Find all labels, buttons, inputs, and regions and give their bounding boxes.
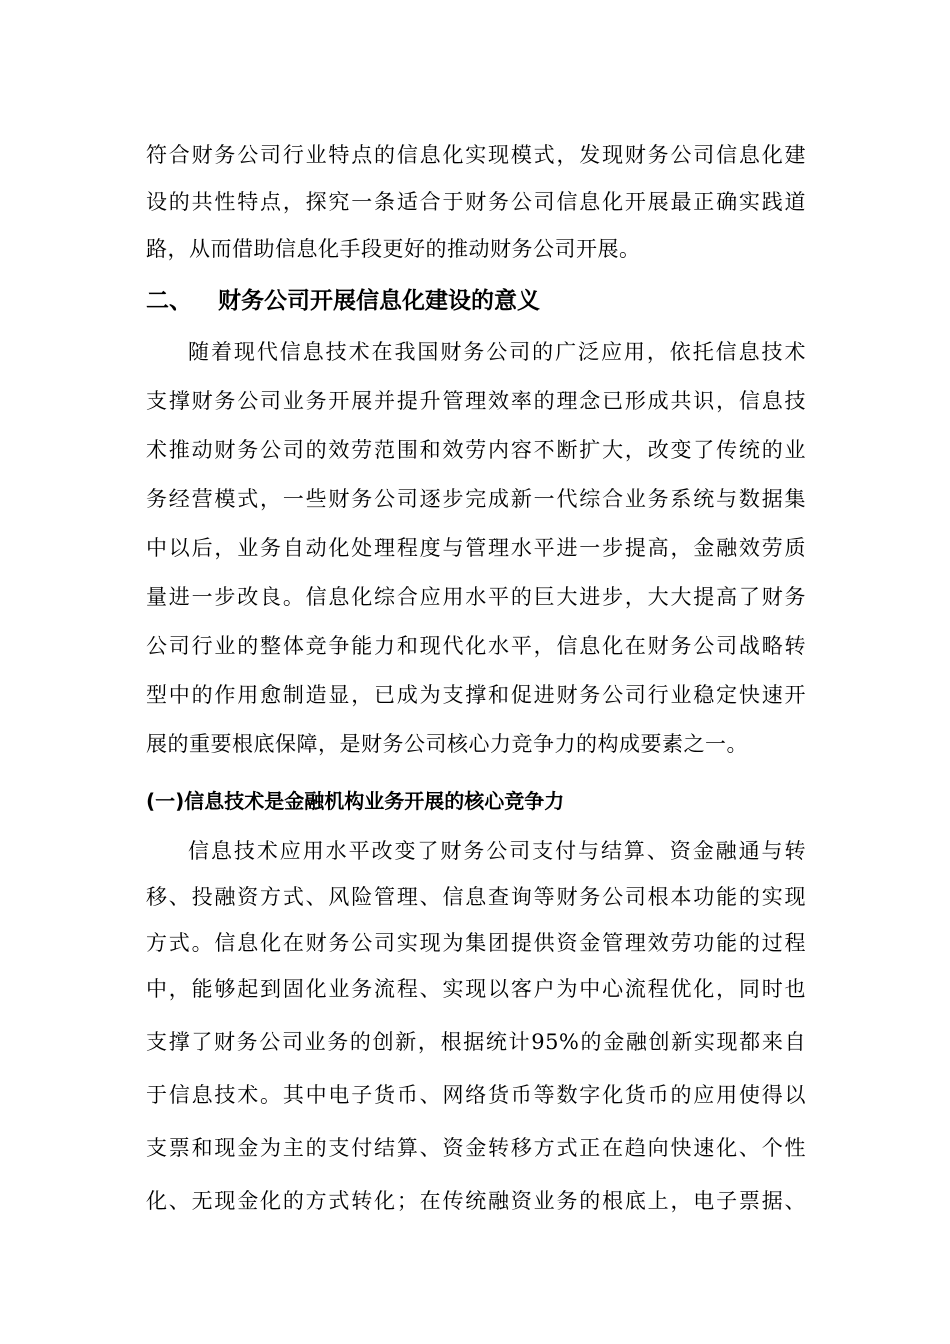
paragraph-line: 支票和现金为主的支付结算、资金转移方式正在趋向快速化、个性 xyxy=(146,1136,806,1160)
paragraph-line: 展的重要根底保障，是财务公司核心力竞争力的构成要素之一。 xyxy=(146,732,748,756)
paragraph-line: 随着现代信息技术在我国财务公司的广泛应用，依托信息技术 xyxy=(188,340,806,364)
paragraph-line: 路，从而借助信息化手段更好的推动财务公司开展。 xyxy=(146,237,641,261)
section-heading xyxy=(146,285,540,317)
paragraph-line: 中，能够起到固化业务流程、实现以客户为中心流程优化，同时也 xyxy=(146,977,806,1001)
paragraph-line: 型中的作用愈制造显，已成为支撑和促进财务公司行业稳定快速开 xyxy=(146,683,806,707)
paragraph-line: 术推动财务公司的效劳范围和效劳内容不断扩大，改变了传统的业 xyxy=(146,438,806,462)
section-number: 二、 xyxy=(146,288,192,314)
paragraph-line: 方式。信息化在财务公司实现为集团提供资金管理效劳功能的过程 xyxy=(146,931,806,955)
paragraph-line: 务经营模式，一些财务公司逐步完成新一代综合业务系统与数据集 xyxy=(146,487,806,511)
paragraph-line: 移、投融资方式、风险管理、信息查询等财务公司根本功能的实现 xyxy=(146,885,806,909)
paragraph-line: 中以后，业务自动化处理程度与管理水平进一步提高，金融效劳质 xyxy=(146,536,806,560)
paragraph-line: 支撑财务公司业务开展并提升管理效率的理念已形成共识，信息技 xyxy=(146,389,806,413)
paragraph-line: 量进一步改良。信息化综合应用水平的巨大进步，大大提高了财务 xyxy=(146,585,806,609)
paragraph-line: 公司行业的整体竞争能力和现代化水平，信息化在财务公司战略转 xyxy=(146,634,806,658)
section-title: 财务公司开展信息化建设的意义 xyxy=(218,288,540,314)
paragraph-line: 化、无现金化的方式转化；在传统融资业务的根底上，电子票据、 xyxy=(146,1189,806,1213)
paragraph-line: 信息技术应用水平改变了财务公司支付与结算、资金融通与转 xyxy=(188,839,806,863)
paragraph-line: 符合财务公司行业特点的信息化实现模式，发现财务公司信息化建 xyxy=(146,143,806,167)
paragraph-line: 于信息技术。其中电子货币、网络货币等数字化货币的应用使得以 xyxy=(146,1083,806,1107)
subsection-heading: (一)信息技术是金融机构业务开展的核心竞争力 xyxy=(146,789,565,813)
paragraph-line: 设的共性特点，探究一条适合于财务公司信息化开展最正确实践道 xyxy=(146,190,806,214)
paragraph-line: 支撑了财务公司业务的创新，根据统计95%的金融创新实现都来自 xyxy=(146,1030,806,1054)
